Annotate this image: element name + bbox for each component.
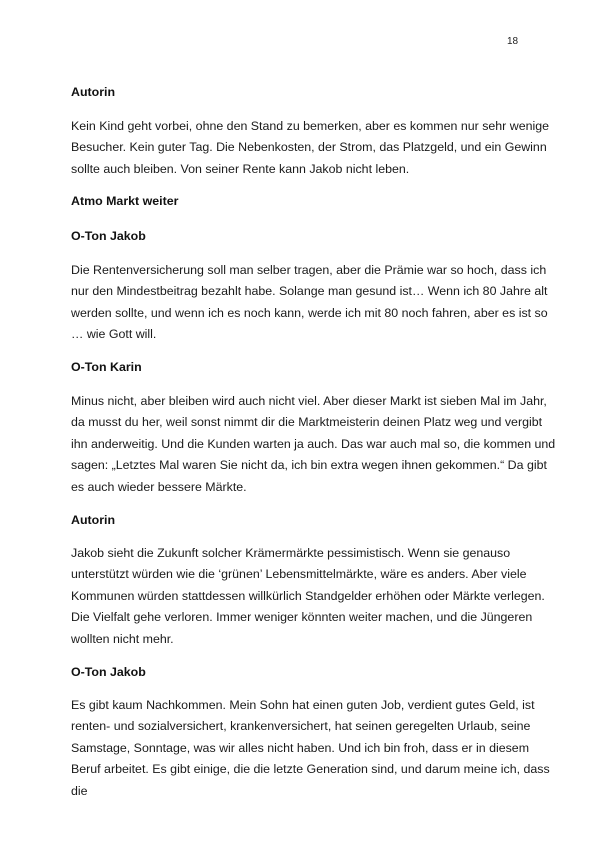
speaker-heading-karin: O-Ton Karin (71, 360, 142, 374)
speaker-heading-autorin-2: Autorin (71, 513, 116, 527)
speaker-heading-autorin: Autorin (71, 85, 116, 99)
paragraph-jakob-2: Es gibt kaum Nachkommen. Mein Sohn hat einen guten Job, verdient gutes Geld, ist renten- und sozialversichert, krankenversichert, hat seinen geregelten Urlaub, seine Samstage, Sonntage, was wir alles nicht haben. Und ich bin froh, dass er in diesem Beruf arbeitet. Es gibt einige, die die letzte Generation sind, und darum meine ich, dass die (71, 698, 550, 798)
paragraph-autorin-2: Jakob sieht die Zukunft solcher Krämermärkte pessimistisch. Wenn sie genauso unterstützt würden wie die ‘grünen’ Lebensmittelmärkte, wäre es anders. Aber viele Kommunen würden stattdessen willkürlich Standgelder erhöhen oder Märkte verlegen. Die Vielfalt gehe verloren. Immer weniger könnten weiter machen, und die Jüngeren wollten nicht mehr. (71, 546, 545, 646)
speaker-heading-jakob: O-Ton Jakob (71, 229, 146, 243)
paragraph-jakob-1: Die Rentenversicherung soll man selber tragen, aber die Prämie war so hoch, dass ich nur den Mindestbeitrag bezahlt habe. Solange man gesund ist… Wenn ich 80 Jahre alt werden sollte, und wenn ich es noch kann, werde ich mit 80 noch fahren, aber es ist so … wie Gott will. (71, 263, 548, 342)
speaker-heading-jakob-2: O-Ton Jakob (71, 665, 146, 679)
section-heading-atmo: Atmo Markt weiter (71, 194, 179, 208)
paragraph-autorin-1: Kein Kind geht vorbei, ohne den Stand zu bemerken, aber es kommen nur sehr wenige Besucher. Kein guter Tag. Die Nebenkosten, der Strom, das Platzgeld, und ein Gewinn sollte auch bleiben. Von seiner Rente kann Jakob nicht leben. (71, 119, 550, 176)
paragraph-karin-1: Minus nicht, aber bleiben wird auch nicht viel. Aber dieser Markt ist sieben Mal im Jahr, da musst du her, weil sonst nimmt dir die Marktmeisterin deinen Platz weg und vergibt ihn anderweitig. Und die Kunden warten ja auch. Das war auch mal so, die kommen und sagen: „Letztes Mal waren Sie nicht da, ich bin extra wegen ihnen gekommen.“ Da gibt es auch wieder bessere Märkte. (71, 394, 556, 494)
page-number: 18 (507, 36, 519, 47)
